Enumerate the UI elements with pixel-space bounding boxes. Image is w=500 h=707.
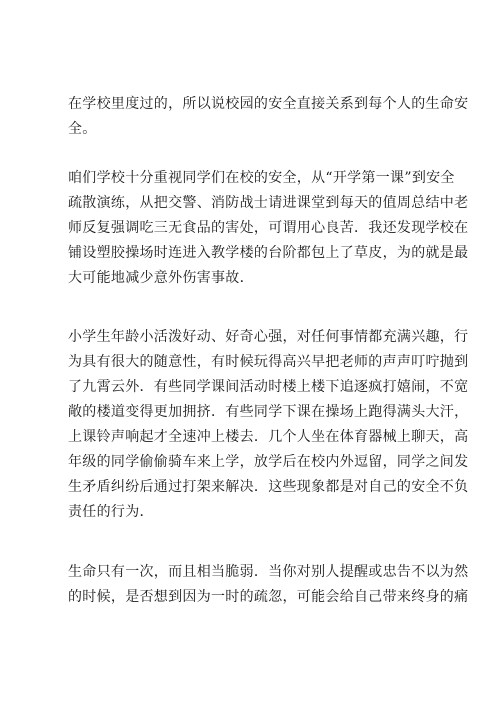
paragraph-line: 生矛盾纠纷后通过打架来解决．这些现象都是对自己的安全不负: [68, 479, 469, 495]
paragraph-line: 敞的楼道变得更加拥挤．有些同学下课在操场上跑得满头大汗，: [68, 404, 469, 420]
paragraph-line: 在学校里度过的，所以说校园的安全直接关系到每个人的生命安: [68, 96, 469, 112]
paragraph-line: 为具有很大的随意性，有时候玩得高兴早把老师的声声叮咛抛到: [68, 354, 469, 370]
paragraph-1: [68, 92, 469, 142]
paragraph-line: 生命只有一次，而且相当脆弱．当你对别人提醒或忠告不以为然: [68, 564, 469, 580]
paragraph-line: 上课铃声响起才全速冲上楼去．几个人坐在体育器械上聊天，高: [68, 429, 469, 445]
paragraph-line: 咱们学校十分重视同学们在校的安全，从“开学第一课”到安全: [68, 170, 455, 186]
paragraph-line: 年级的同学偷偷骑车来上学，放学后在校内外逗留，同学之间发: [68, 454, 469, 470]
paragraph-line: 全。: [68, 121, 97, 137]
paragraph-3: [68, 325, 469, 525]
paragraph-line: 责任的行为．: [68, 504, 154, 520]
paragraph-line: 大可能地减少意外伤害事故．: [68, 270, 254, 286]
paragraph-line: 疏散演练，从把交警、消防战士请进课堂到每天的值周总结中老: [68, 195, 469, 211]
paragraph-line: 的时候，是否想到因为一时的疏忽，可能会给自己带来终身的痛: [68, 589, 469, 605]
paragraph-4: [68, 560, 469, 610]
paragraph-2: [68, 166, 469, 291]
paragraph-line: 铺设塑胶操场时连进入教学楼的台阶都包上了草皮，为的就是最: [68, 245, 469, 261]
paragraph-line: 师反复强调吃三无食品的害处，可谓用心良苦．我还发现学校在: [68, 220, 469, 236]
paragraph-line: 小学生年龄小活泼好动、好奇心强，对任何事情都充满兴趣，行: [68, 329, 469, 345]
paragraph-line: 了九霄云外．有些同学课间活动时楼上楼下追逐疯打嬉闹，不宽: [68, 379, 469, 395]
